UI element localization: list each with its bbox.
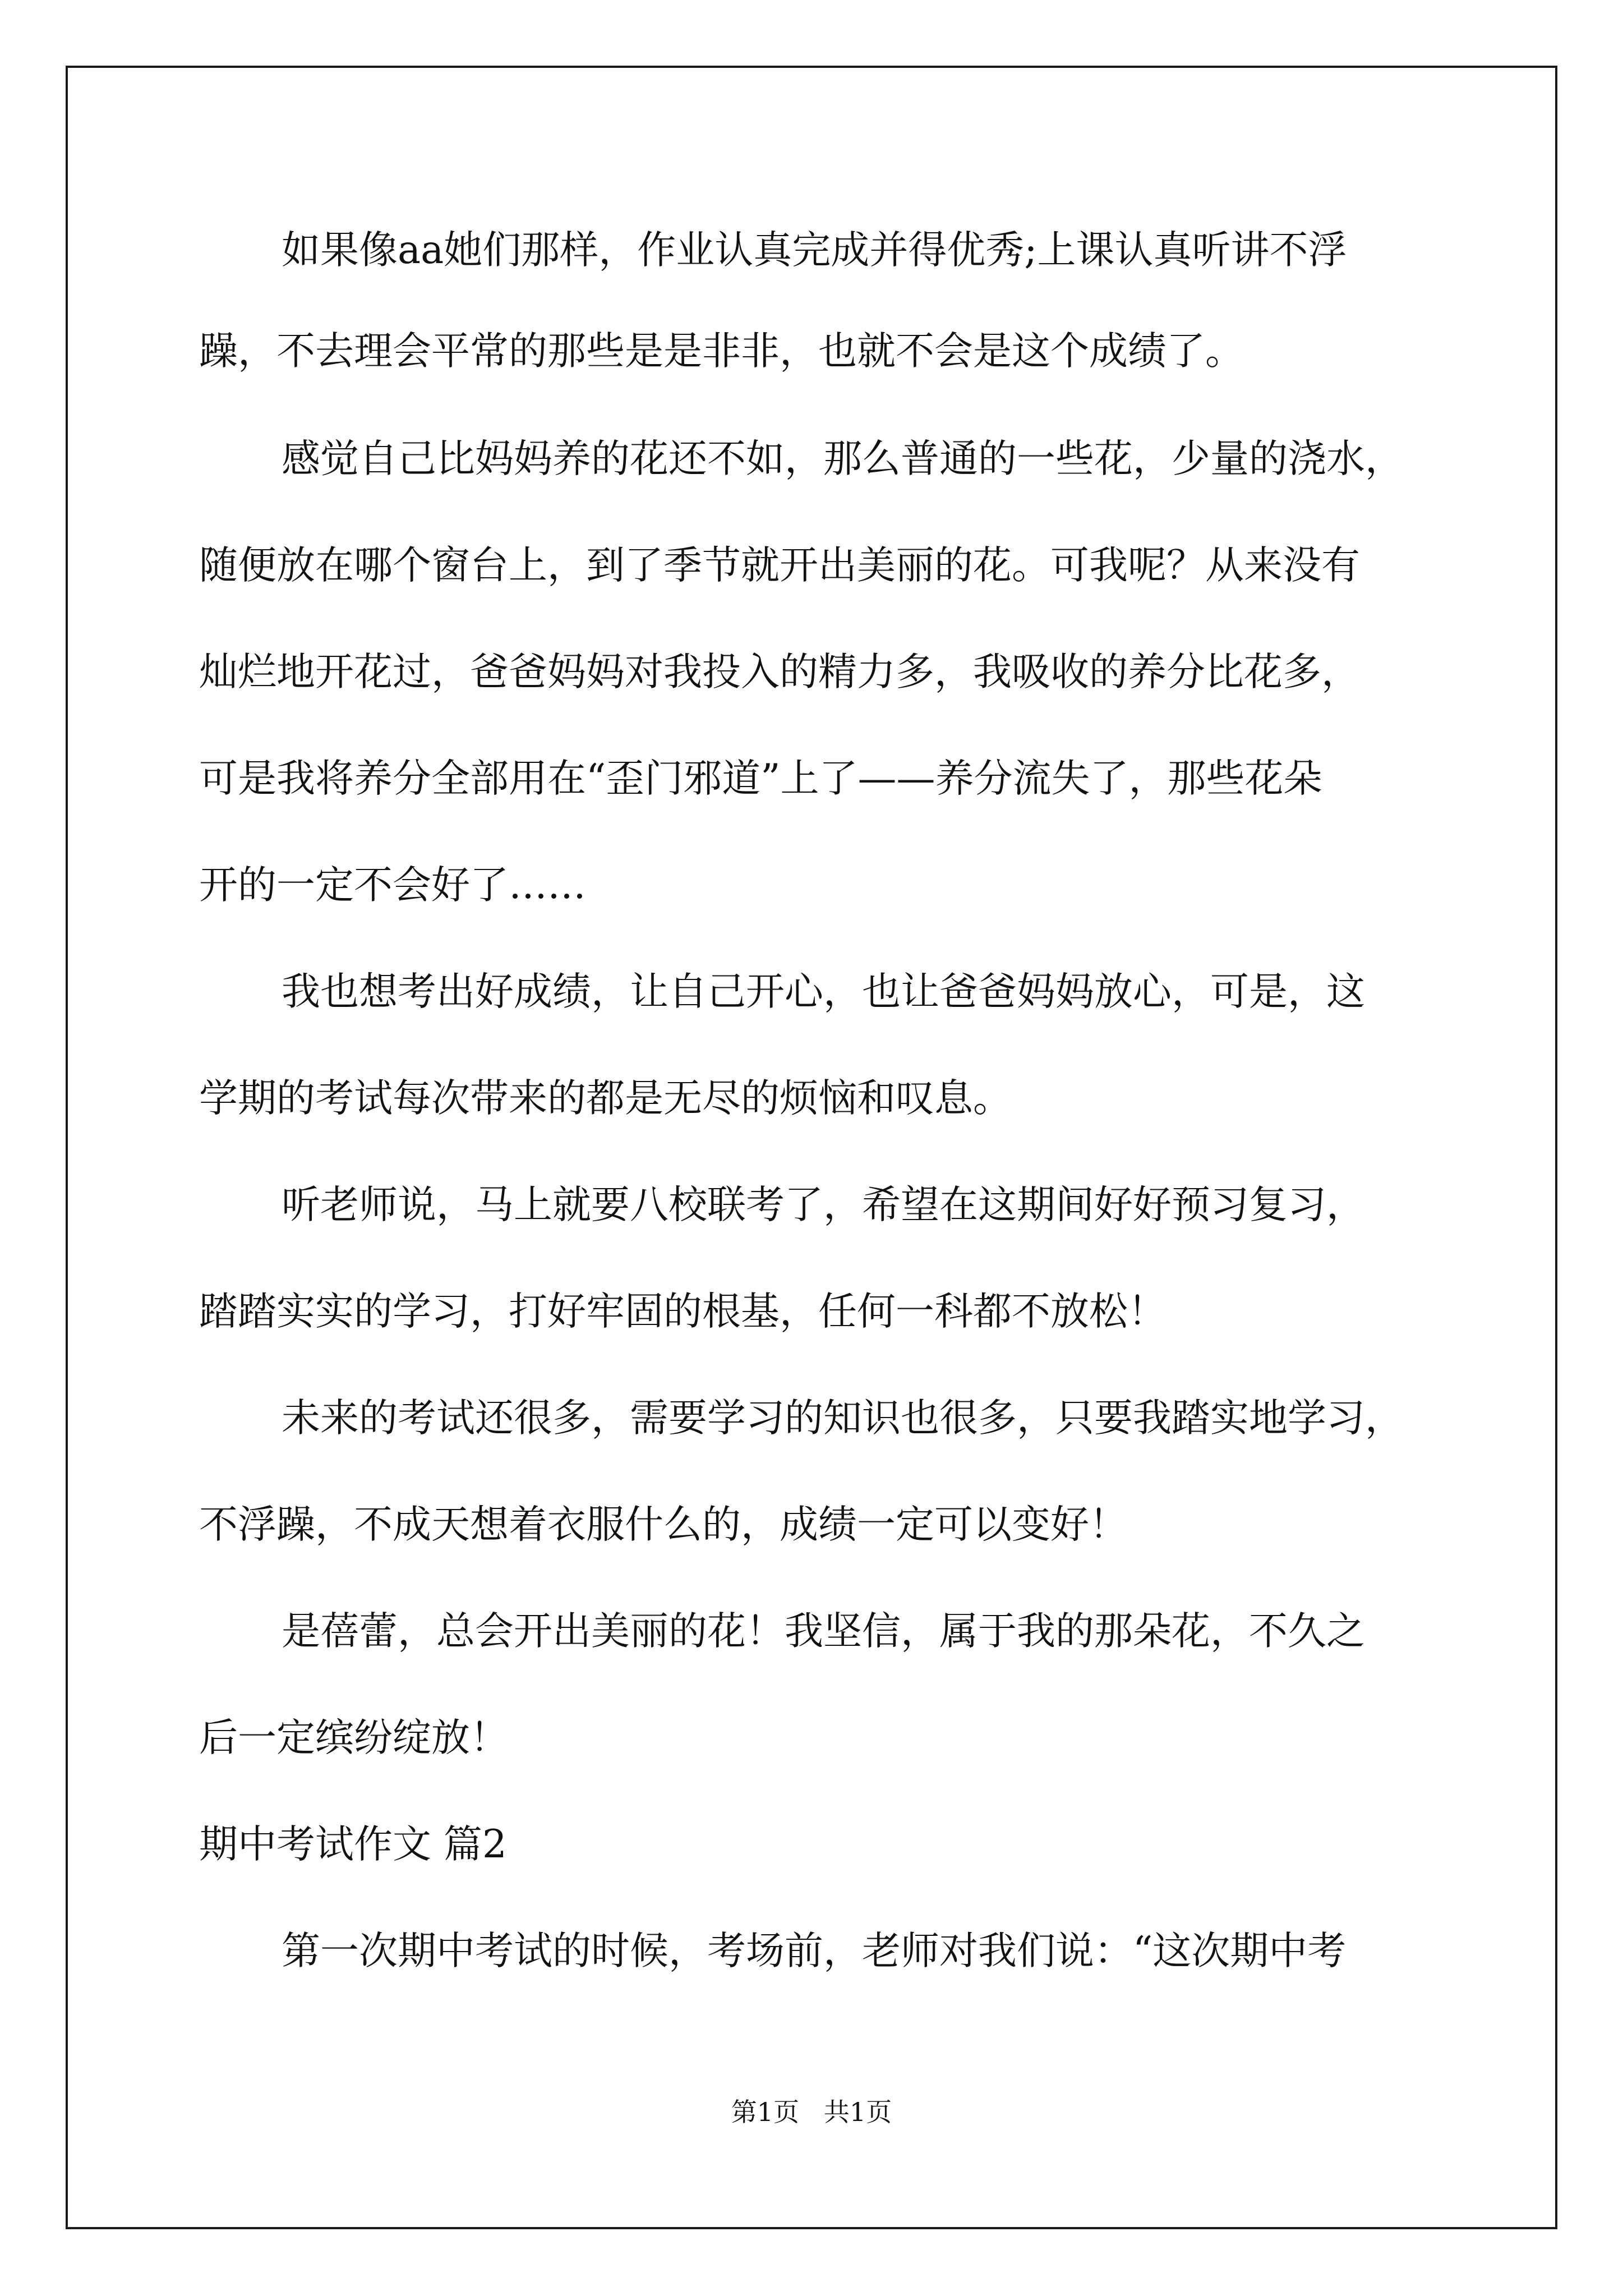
paragraph-5-line-1: 未来的考试还很多，需要学习的知识也很多，只要我踏实地学习， — [282, 1396, 1404, 1441]
paragraph-2-line-4: 可是我将养分全部用在“歪门邪道”上了——养分流失了，那些花朵 — [199, 756, 1322, 801]
paragraph-2-line-5: 开的一定不会好了…… — [199, 863, 586, 908]
section-heading: 期中考试作文 篇2 — [199, 1822, 507, 1867]
paragraph-1-line-1: 如果像aa她们那样，作业认真完成并得优秀;上课认真听讲不浮 — [282, 228, 1347, 273]
paragraph-3-line-1: 我也想考出好成绩，让自己开心，也让爸爸妈妈放心，可是，这 — [282, 969, 1365, 1014]
paragraph-2-line-1: 感觉自己比妈妈养的花还不如，那么普通的一些花，少量的浇水， — [282, 436, 1404, 481]
paragraph-5-line-2: 不浮躁，不成天想着衣服什么的，成绩一定可以变好！ — [199, 1502, 1128, 1547]
page-number-footer: 第1页 共1页 — [731, 2097, 892, 2127]
paragraph-2-line-2: 随便放在哪个窗台上，到了季节就开出美丽的花。可我呢？从来没有 — [199, 543, 1360, 588]
paragraph-2-line-3: 灿烂地开花过，爸爸妈妈对我投入的精力多，我吸收的养分比花多， — [199, 650, 1360, 694]
paragraph-3-line-2: 学期的考试每次带来的都是无尽的烦恼和叹息。 — [199, 1076, 1012, 1121]
paragraph-7-line-1: 第一次期中考试的时候，考场前，老师对我们说：“这次期中考 — [282, 1929, 1347, 1973]
paragraph-4-line-1: 听老师说，马上就要八校联考了，希望在这期间好好预习复习， — [282, 1182, 1365, 1227]
paragraph-4-line-2: 踏踏实实的学习，打好牢固的根基，任何一科都不放松！ — [199, 1289, 1166, 1334]
paragraph-1-line-2: 躁，不去理会平常的那些是是非非，也就不会是这个成绩了。 — [199, 329, 1244, 374]
paragraph-6-line-1: 是蓓蕾，总会开出美丽的花！我坚信，属于我的那朵花，不久之 — [282, 1609, 1365, 1654]
paragraph-6-line-2: 后一定缤纷绽放！ — [199, 1715, 509, 1760]
page-border — [66, 66, 1557, 2229]
